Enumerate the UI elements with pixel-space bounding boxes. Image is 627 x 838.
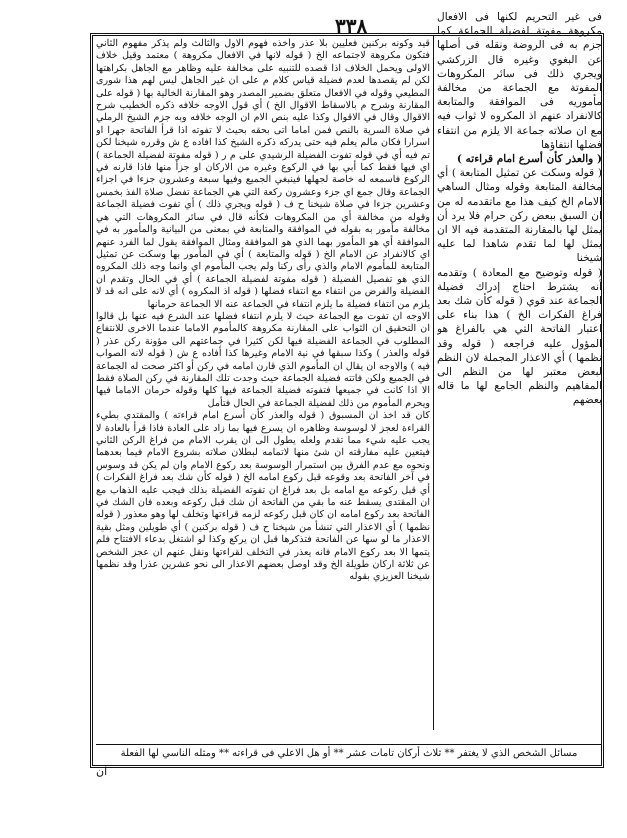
main-paragraph: الاوجه ان تفوت مع الجماعة حيث لا يلزم انتفاء فضلها عند الشرع فيه عنها بل قالوا ان التحقيق ان الثواب على المقارنة مكروهة كالمأموم الاماما عندما الاخرى للانتفاع المطلوب في الجماعة الفضيلة فيها لكن كثيرا في جماعتهم الى مؤونة ركن عذر ( قوله والعذر ) وكذا سبقها في نية الامام وغيرها كذا أفاده ع ش ( قوله لانه الصواب فيه ) والاوجه ان يقال ان المأموم الذي قارن امامه في ركن أو اكثر صحت له الجماعة في الجميع ولكن فاتته فضيلة الجماعة حيث وجدت تلك المقارنة في ركن الصلاة فقط الا اذا كانت في جميعها فتفوته فضيلة الجماعة فيها كلها وقوله حرمان الاماما فيها ويحرم المأموم من ذلك لفضيلة الجماعة في الحال فتأمل [96,310,430,409]
margin-paragraph: ( قوله وسكت عن تمثيل المتابعة ) أي مخالفة المتابعة وقوله ومثال الساهي الامام الخ كيف هذا مع ماتقدمه له من ان السبق ببعض ركن حرام فلا يرد أن يمثل لها بالمقارنة المتقدمة فيه الا ان يمثل لها لما تقدم شاهدا لما عليه شيخنا [437,167,602,265]
margin-paragraph: ( والعذر كأن أسرع امام قراءته ) [456,153,602,166]
catchword: ان [96,765,108,778]
margin-commentary-column [437,10,602,730]
running-footer: مسائل الشخص الذي لا يغتفر ** ثلاث أركان تامات عشر ** أو هل الاعلي فى قراءته ** ومثله الناسي لها الفعلة [120,748,578,759]
main-paragraph: قيد وكونه بركنين فعليين بلا عذر وأخذه فهوم الاول والثالث ولم يذكر مفهوم الثاني فتكون مكروهة لاجتماعه الخ ( قوله لانها في الافعال مكروهة ) معتمد وقيل خلاف الاولى ويحمل الخلاف اذا قصده للتنبيه على مخالفة عليه وظاهر مع الجاهل بكراهتها لكن لم يقصدها لعدم فضيلة قياس كلام م على ان غير الجاهل ليس لهم هذا شورى المطيعي وقوله في الافعال متعلق بضمير المصدر وهو المقارنة الخالية بها ( قوله على المقارنة وشرح م بالاسقاط الاقوال الخ ) أي قول الاوجه خلافه ذكره الخطيب شرح الاقوال وقال في الاقوال وكذا عليه بنص الام ان الوجه خلافه وبه جزم الشيخ الرملي في صلاة السرية بالنص فمن اماما اتى بحقه بحيث لا تفوته اذا قرأ الفاتحة جهرا او اسرارا فكان مالم يعلم فيه حتى يدركه ذكره الشيخ كذا افاده ع ش وقرره شيخنا لكن تم فيه أي في قوله تفوت الفضيلة الرشيدي على م ر ( قوله مفوتة لفضيلة الجماعة ) اي فيها فقط كما أبي بها في الركوع وغيره من الاركان او جزأ منها فاذا قارنه في الركوع فاسمعه له خاصة لجهلها فينبغي الجميع وفيها سبعة وعشرون جزءا في اجزاء الجماعة وقال جمع اي جزء وعشرون ركعة التي هي الجماعة تفضل صلاة الفذ بخمس وعشرين جزءا في صلاة شيخنا ح ف ( قوله ويجري ذلك ) أي تفوت فضيلة الجماعة وقوله من مخالفة أي من المكروهات فكأنه قال في سائر المكروهات التي هي مخالفة مأمور به بقوله في الموافقة والمتابعة في بمعنى من البيانية والمأمور به في الموافقة أي هو المأمور بهما الذي هو الموافقة ومثال الموافقة يقول لما الفرد عنهم اي كالانفراد عن الامام الخ ( قوله والمتابعة ) أي في المأمور بها وسكت عن تمثيل المتابعة للمأموم الامام والذي رأى ركنا ولم يجب المأموم اي وانما وجه ذلك المكروه الذي هو تفصيل الفضيلة ( قوله مفوتة لفضيلة الجماعة ) أي في الحال وتقدم ان الفضيلة والفرض من انتفاء مع انتفاء فضلها ( قوله اذ المكروه ) أي لانه على انه قد لا يلزم من انتفاء فضيلة ما يلزم انتفاء في الجماعة عنه الا الجماعة حرمانها [96,38,430,310]
column-divider [433,36,434,730]
main-text-column [96,38,430,730]
margin-paragraph: ( قوله وتوضيح مع المعادة ) وتقدمه أنه يشترط احتاج إدراك فضيلة الجماعة عند قوي ( قوله كأن شك بعد فراغ الفكرات الخ ) هذا بناء على اعتبار الفاتحة التي هي بالفراغ هو المؤول عليه فراجعه ( قوله وقد نظمها ) أي الاعذار المجملة لان النظم لبعض معتبر لها من النظم الى المفاهيم والنظم الجامع لها ما قاله بعضهم [437,266,602,407]
main-paragraph: كان قد اخذ ان المسبوق ( قوله والعذر كأن أسرع امام قراءته ) والمقتدي بطيء القراءة لعجز لا لوسوسة وظاهره ان يسرع فيها بما زاد على العادة فاذا قرأ بالعادة لا يجب عليه شيء مما تقدم ولعله يطول الى ان يقرب الامام من فراغ الركن الثاني فيتعين عليه مفارقته ان شئ منها لاتمامه لبطلان صلاته بشروع الامام فيما بعدهما ونحوه مع عدم الفرق بين استمرار الوسوسة بعد ركوع الامام وان لم يكن قد وسوس في آخر الفاتحة بعد وقوعه قبل ركوع امامه الخ ( قوله كأن شك بعد فراغ الفكرات ) أي قبل ركوعه مع امامه بل بعد فراغ ان تفوته الفضيلة بذلك فيجب عليه الذهاب مع ان المقتدى يسقط عنه ما بقي من الفاتحة ان شك قبل ركوعه وبعده فان الشك في الفاتحة بعد ركوع امامه ان كان قبل ركوعه لزمه قراءتها وتخلف لها وهو معذور ( قوله نظمها ) أي الاعذار التي تنشأ من شيخنا ح ف ( قوله بركنين ) أي طويلين ومثل بقية الاعذار ما لو سها عن الفاتحة فتذكرها قبل ان يركع وكذا لو اشتغل بدعاء الافتتاح فلم يتمها الا بعد ركوع الامام فانه يعذر في التخلف لقراءتها ونقل عنهم ان عجز الشخص عن ثلاثة اركان طويلة الخ وقد اوصل بعضهم الاعذار الى نحو عشرين عذرا وقد نظمها شيخنا العزيزي بقوله [96,410,430,583]
page-number: ٣٣٨ [335,14,368,38]
margin-paragraph: فى غير التحريم لكنها فى الافعال مكروهة مفوتة لفضيلة الجماعة كما جزم به فى الروضة ونقله فى أصلها عن البغوي وغيره قال الزركشي ويجري ذلك فى سائر المكروهات المفوتة مع الجماعة من مخالفة مأموريه فى الموافقة والمتابعة كالانفراد عنهم اذ المكروه لا ثواب فيه مع ان صلاته جماعة الا يلزم من انتفاء فضلها انتفاؤها [437,11,602,151]
